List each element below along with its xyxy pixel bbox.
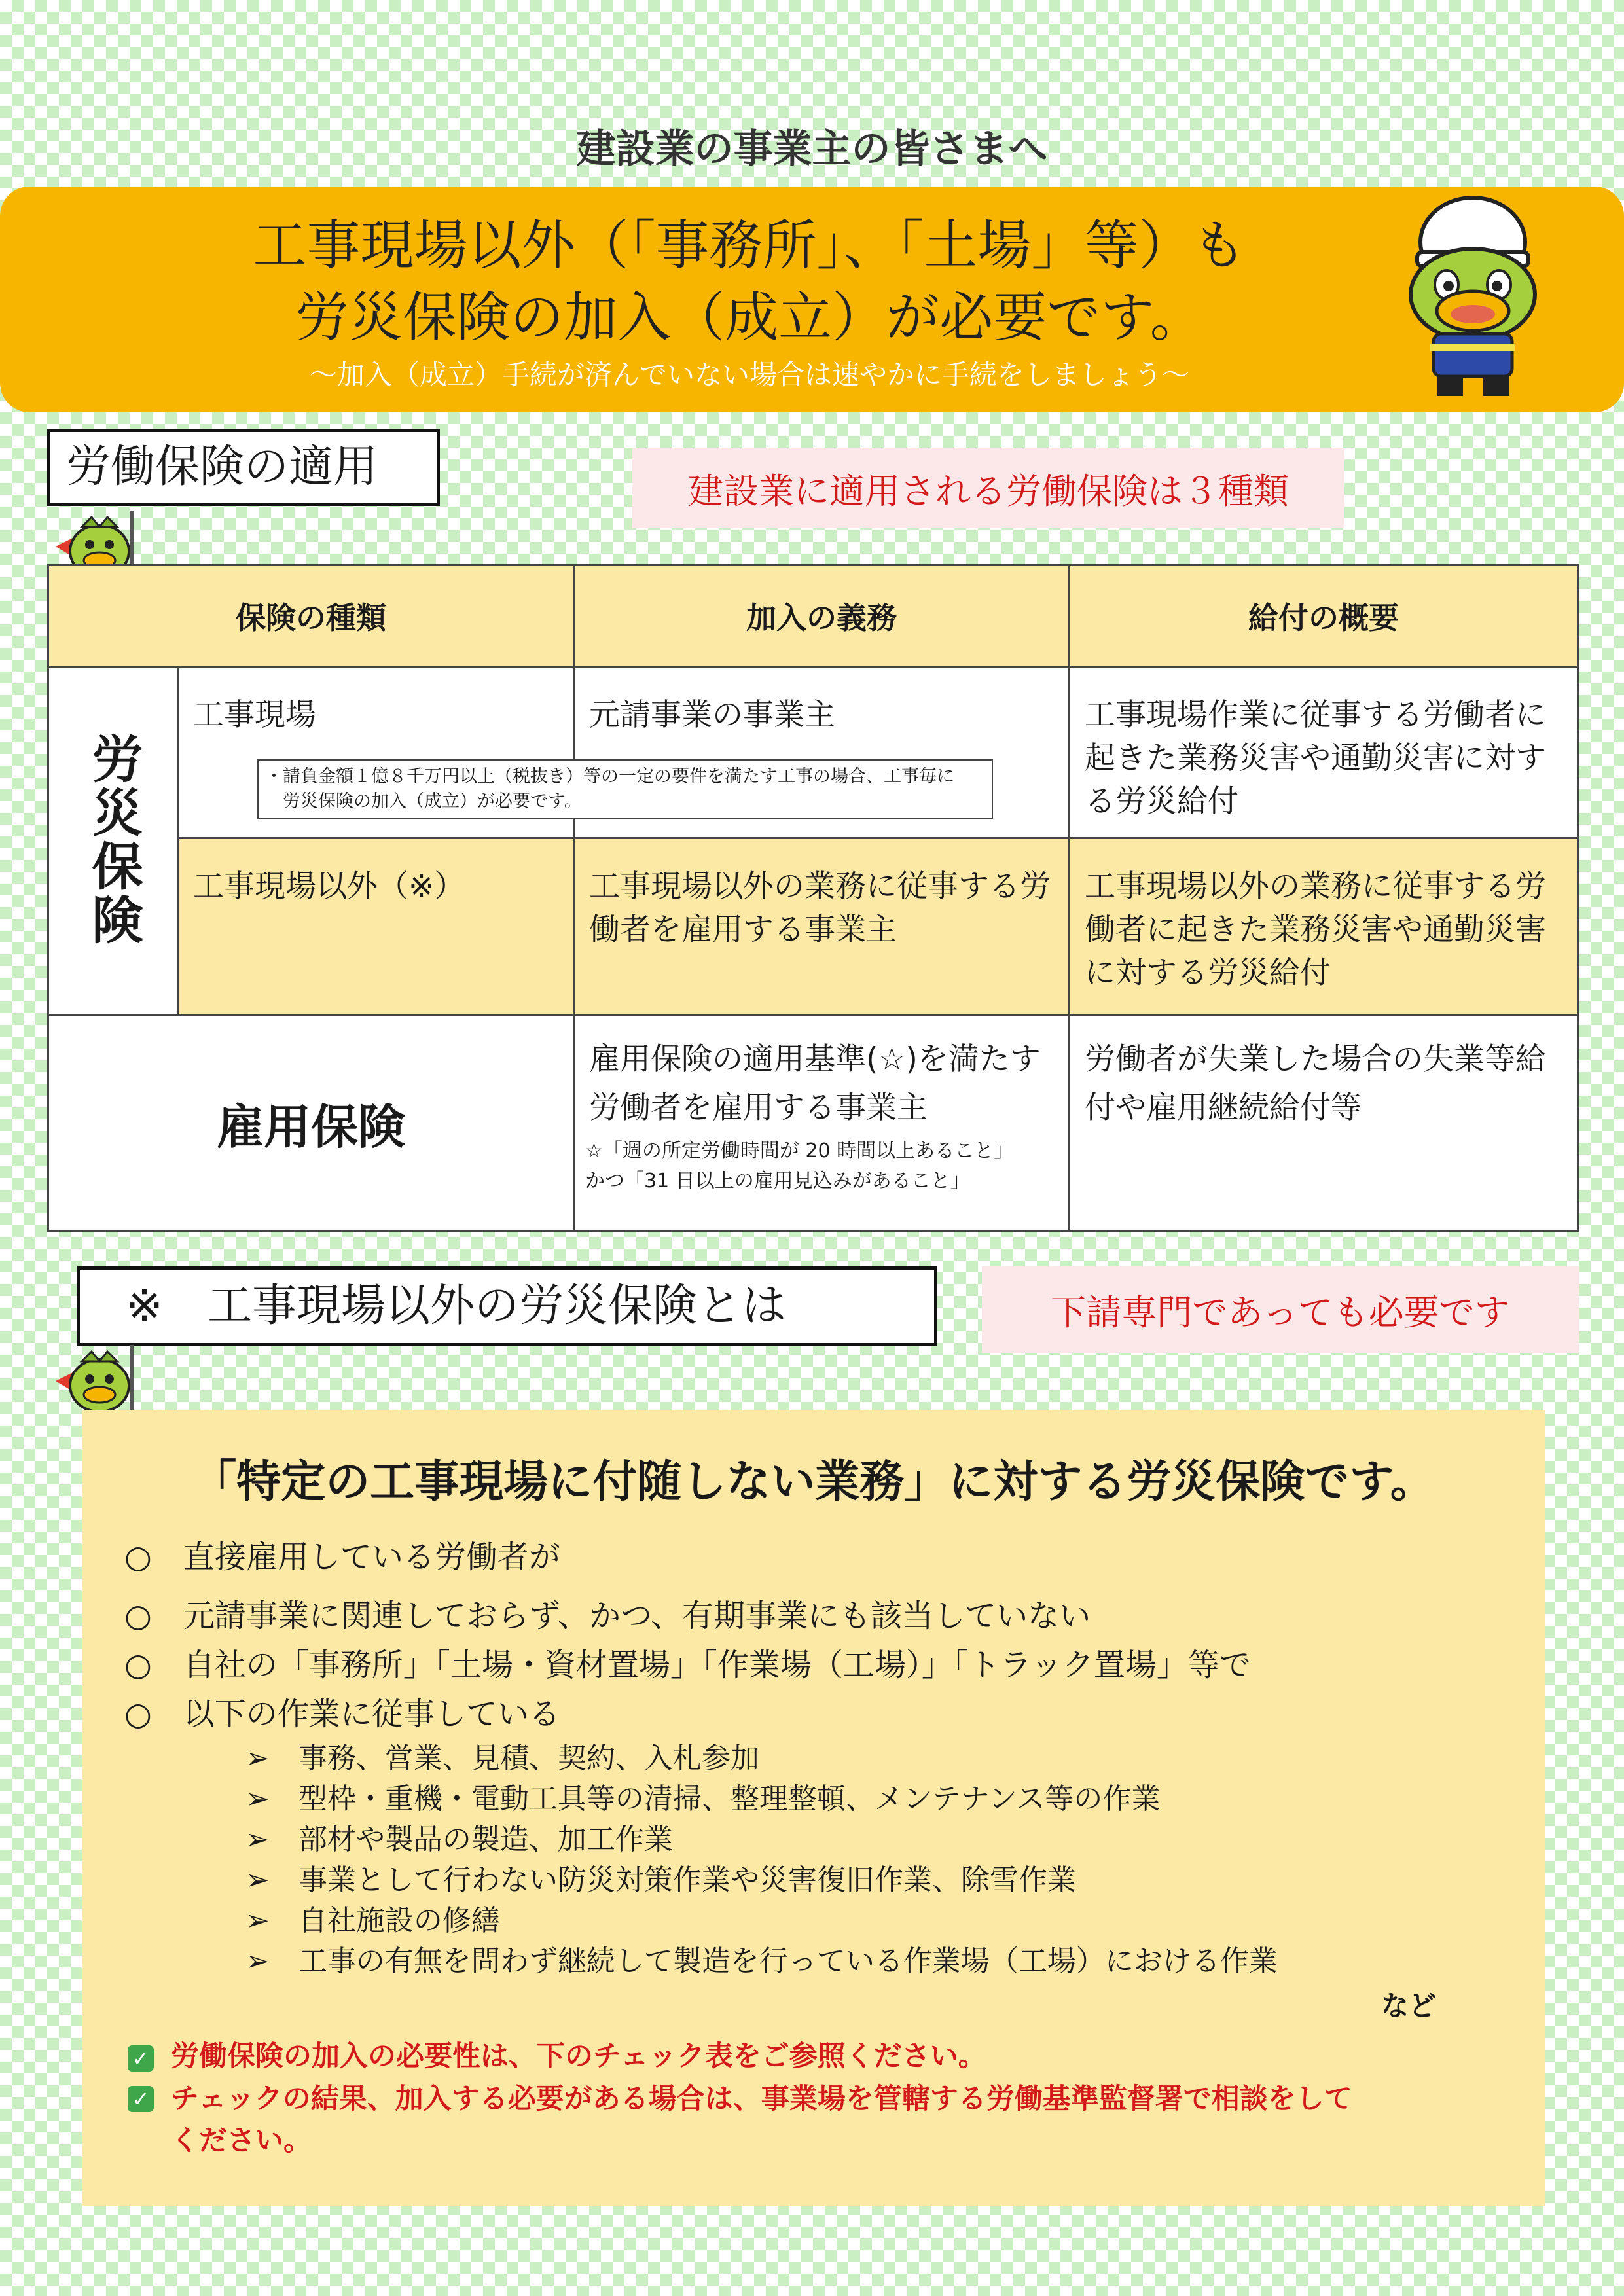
circle-item: ○ 直接雇用している労働者が: [124, 1539, 560, 1575]
insurance-types-note: 建設業に適用される労働保険は３種類: [632, 448, 1344, 528]
arrow-item: ➢ 部材や製品の製造、加工作業: [245, 1823, 673, 1856]
circle-bullet-icon: ○: [124, 1598, 183, 1634]
benefit-site: 工事現場作業に従事する労働者に起きた業務災害や通勤災害に対する労災給付: [1085, 697, 1546, 819]
benefit-cell-site: [1070, 667, 1578, 838]
koyo-criteria-note: ☆「週の所定労働時間が 20 時間以上あること」 かつ「31 日以上の雇用見込みがあること」: [585, 1139, 1014, 1193]
arrow-item: ➢ 型枠・重機・電動工具等の清掃、整理整頓、メンテナンス等の作業: [245, 1782, 1161, 1816]
greeting: 建設業の事業主の皆さまへ: [576, 126, 1048, 172]
arrow-item: ➢ 自社施設の修繕: [245, 1904, 500, 1937]
duty-non-site: 工事現場以外の業務に従事する労働者を雇用する事業主: [589, 869, 1051, 948]
duty-cell-koyo: [574, 1015, 1070, 1231]
rosai-label-cell: [48, 667, 178, 1015]
arrow-bullet-icon: ➢: [245, 1945, 298, 1978]
box-title: 「特定の工事現場に付随しない業務」に対する労災保険です。: [192, 1456, 1435, 1508]
arrow-bullet-icon: ➢: [245, 1904, 298, 1937]
duty-koyo: 雇用保険の適用基準(☆)を満たす労働者を雇用する事業主: [589, 1041, 1041, 1126]
subcontractor-note: 下請専門であっても必要です: [982, 1266, 1579, 1353]
check-item: ✓ チェックの結果、加入する必要がある場合は、事業場を管轄する労働基準監督署で相談をして ください。: [128, 2078, 1476, 2162]
mascot-helmet-illustration: [1398, 187, 1548, 403]
insurance-table: [47, 564, 1579, 1232]
arrow-bullet-icon: ➢: [245, 1782, 298, 1816]
check-item: ✓ 労働保険の加入の必要性は、下のチェック表をご参照ください。: [128, 2034, 986, 2074]
circle-item: ○ 自社の「事務所」「土場・資材置場」「作業場（工場）」「トラック置場」等で: [124, 1647, 1251, 1683]
arrow-bullet-icon: ➢: [245, 1863, 298, 1897]
circle-item: ○ 元請事業に関連しておらず、かつ、有期事業にも該当していない: [124, 1598, 1091, 1634]
arrow-item: ➢ 事業として行わない防災対策作業や災害復旧作業、除雪作業: [245, 1863, 1076, 1897]
circle-item: ○ 以下の作業に従事している: [124, 1696, 560, 1732]
header-enrollment-duty: 加入の義務: [574, 565, 1070, 667]
banner-subtitle: ～加入（成立）手続が済んでいない場合は速やかに手続をしましょう～: [309, 359, 1189, 391]
banner-title-line2: 労災保険の加入（成立）が必要です。: [295, 287, 1204, 349]
duty-cell-non-site: [574, 838, 1070, 1015]
rosai-label: 労災保険: [83, 732, 143, 947]
etc-label: など: [1381, 1990, 1437, 2022]
arrow-bullet-icon: ➢: [245, 1823, 298, 1856]
arrow-item: ➢ 工事の有無を問わず継続して製造を行っている作業場（工場）における作業: [245, 1945, 1278, 1978]
banner-title-line1: 工事現場以外（「事務所」、「土場」等）も: [253, 215, 1246, 277]
header-benefit-summary: 給付の概要: [1070, 565, 1578, 667]
circle-bullet-icon: ○: [124, 1696, 183, 1732]
checkbox-checked-icon: ✓: [128, 2045, 154, 2072]
circle-bullet-icon: ○: [124, 1647, 183, 1683]
section-heading-non-site: ※ 工事現場以外の労災保険とは: [77, 1266, 937, 1346]
arrow-item: ➢ 事務、営業、見積、契約、入札参加: [245, 1742, 759, 1775]
header-insurance-type: 保険の種類: [48, 565, 574, 667]
type-site: 工事現場: [193, 697, 316, 733]
checkbox-checked-icon: ✓: [128, 2086, 154, 2112]
benefit-non-site: 工事現場以外の業務に従事する労働者に起きた業務災害や通勤災害に対する労災給付: [1085, 869, 1546, 991]
type-non-site: 工事現場以外（※）: [193, 869, 465, 905]
arrow-bullet-icon: ➢: [245, 1742, 298, 1775]
benefit-cell-koyo: [1070, 1015, 1578, 1231]
circle-bullet-icon: ○: [124, 1539, 183, 1575]
benefit-koyo: 労働者が失業した場合の失業等給付や雇用継続給付等: [1085, 1041, 1546, 1126]
type-cell-non-site: [178, 838, 574, 1015]
site-requirement-note: ・請負金額１億８千万円以上（税抜き）等の一定の要件を満たす工事の場合、工事毎に 労災保険の加入（成立）が必要です。: [257, 759, 993, 819]
small-mascot-icon: [52, 1345, 144, 1420]
koyo-label: 雇用保険: [48, 1015, 574, 1231]
duty-site: 元請事業の事業主: [589, 697, 835, 733]
section-heading-labor-insurance: 労働保険の適用: [47, 429, 440, 506]
benefit-cell-non-site: [1070, 838, 1578, 1015]
